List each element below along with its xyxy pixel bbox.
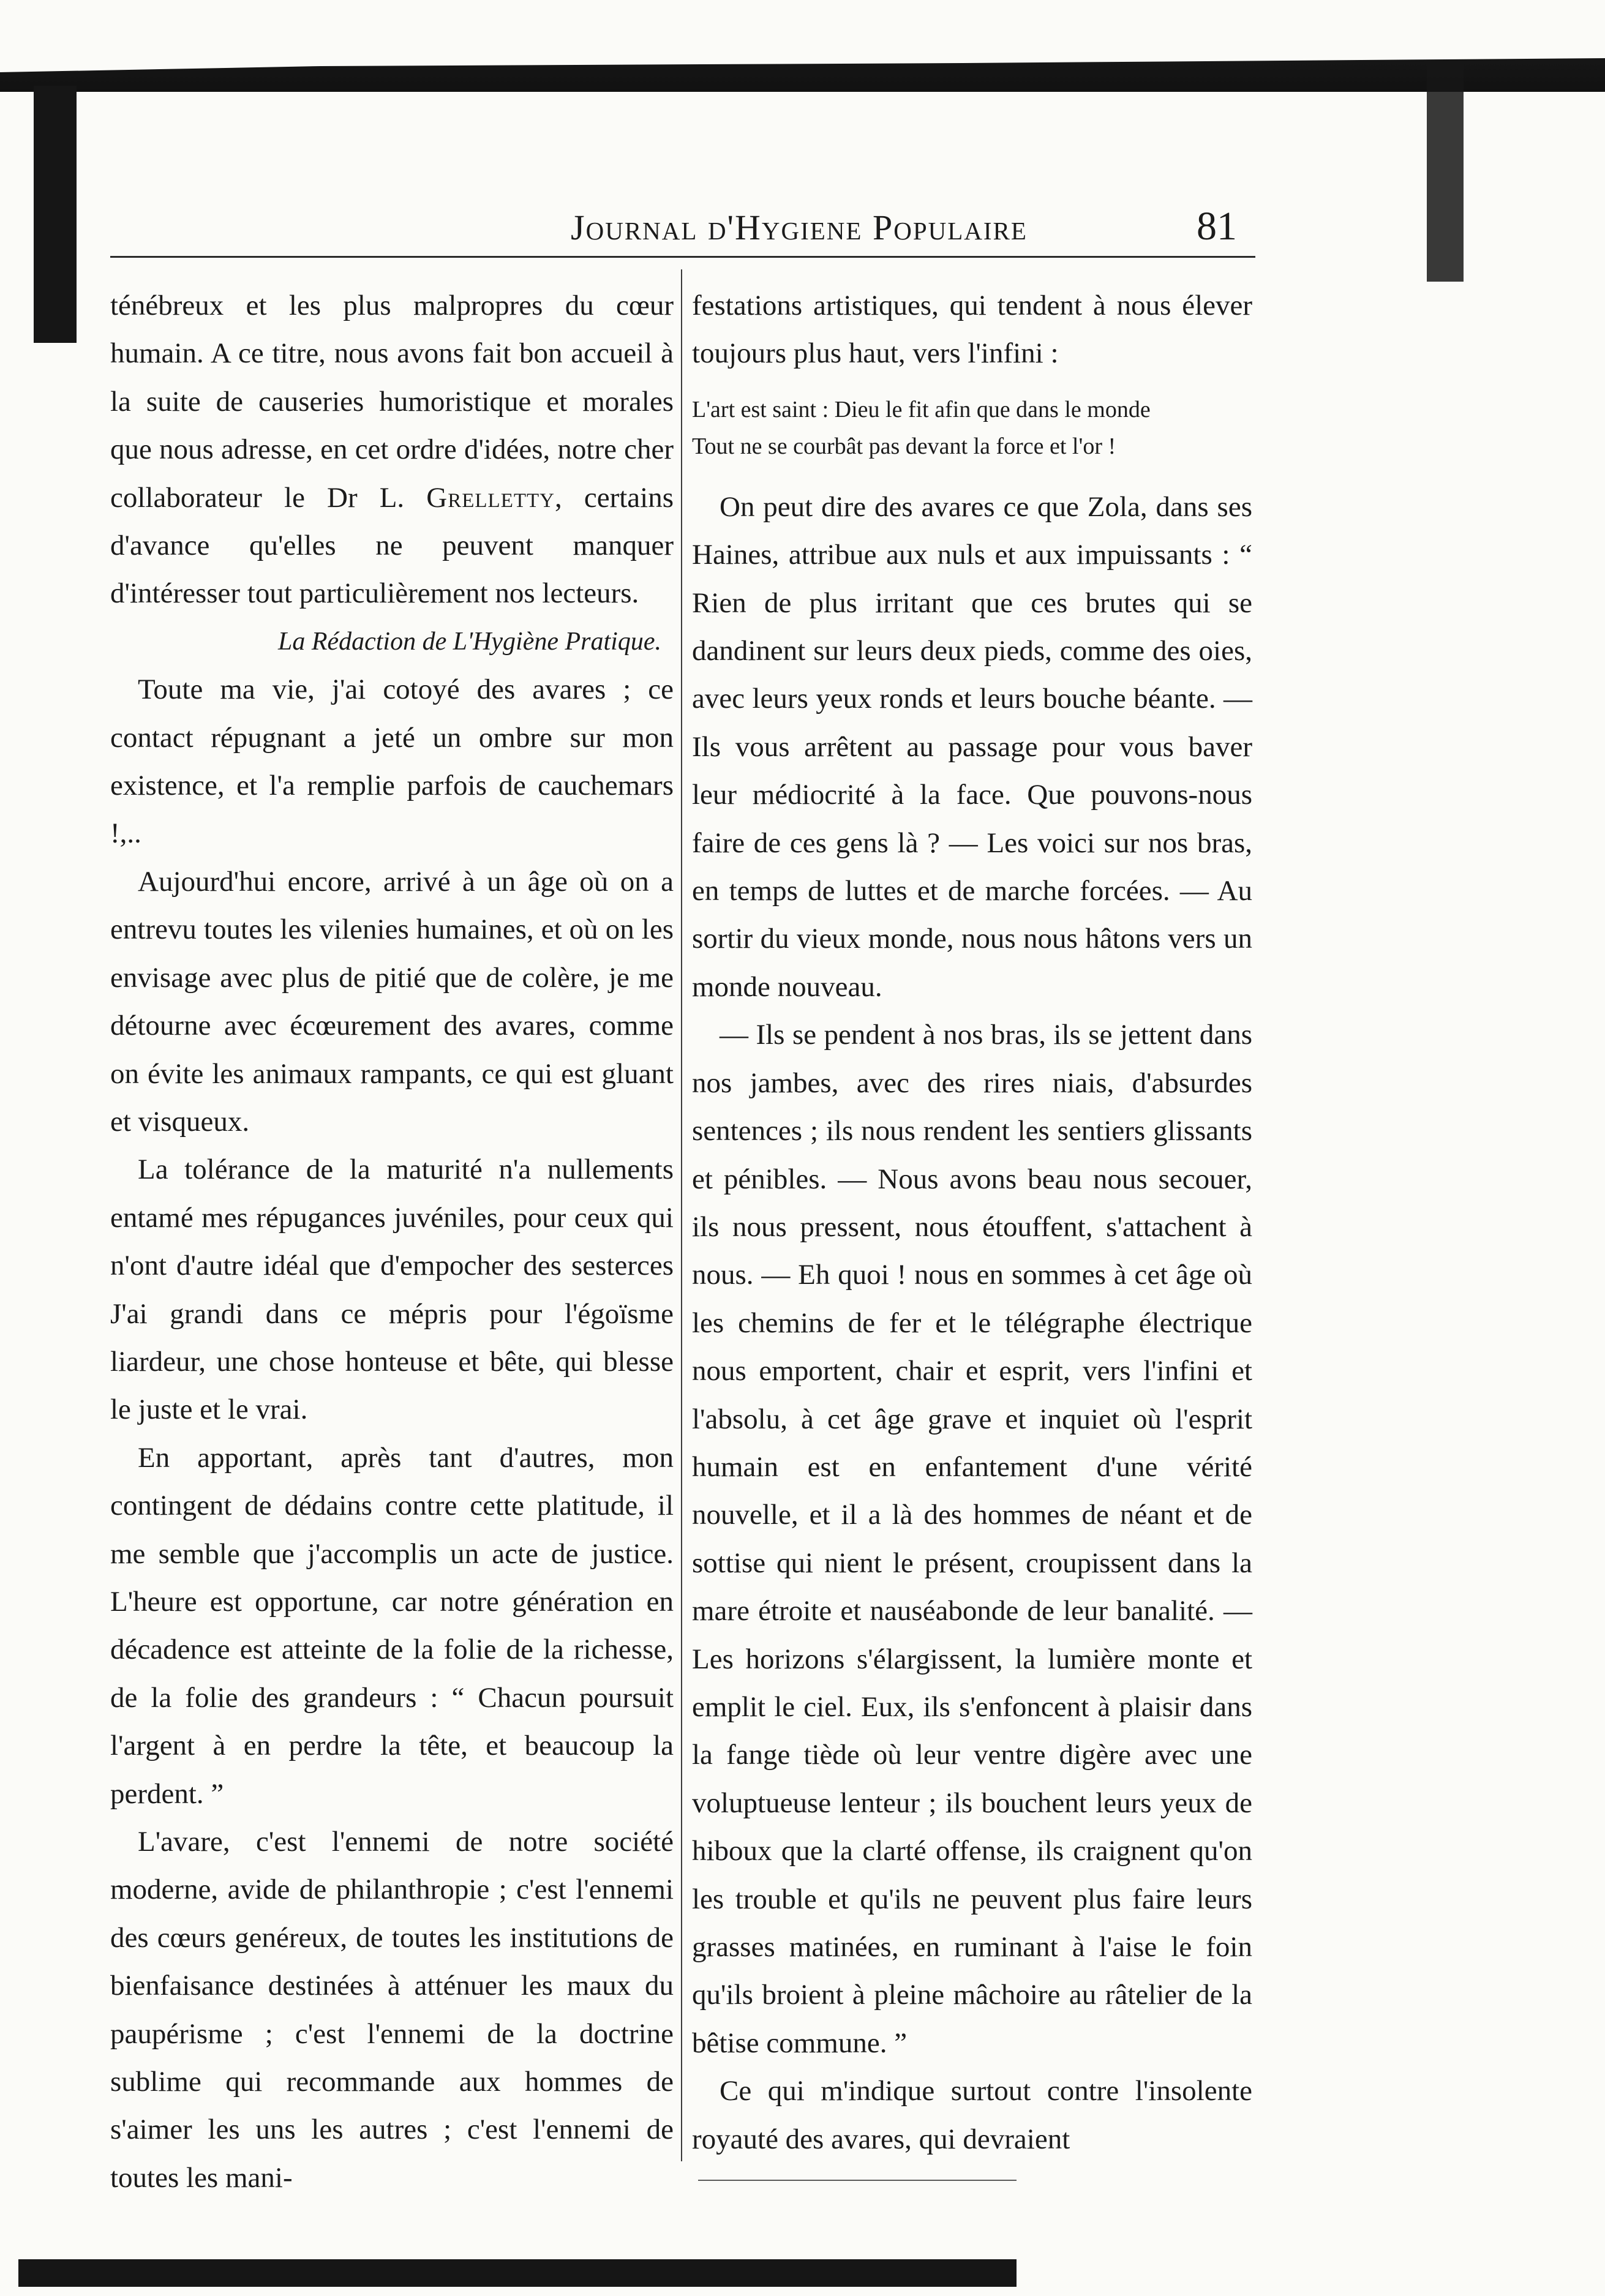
paragraph: La tolérance de la maturité n'a nullements entamé mes répugances juvéniles, pour ceux qui n'ont d'autre idéal que d'empocher des sesterces J'ai grandi dans ce mépris pour l'égoïsme liardeur, une chose honteuse et bête, qui blesse le juste et le vrai. [110, 1154, 674, 1426]
left-column [110, 282, 674, 2202]
editorial-signature: La Rédaction de L'Hygiène Pratique. [277, 627, 661, 656]
verse-line: Tout ne se courbât pas devant la force et l'or ! [692, 433, 1116, 459]
paragraph: En apportant, après tant d'autres, mon contingent de dédains contre cette platitude, il me semble que j'accomplis un acte de justice. L'heure est opportune, car notre génération en décadence est atteinte de la folie de la richesse, de la folie des grandeurs : “ Chacun poursuit l'argent à en perdre la tête, et beaucoup la perdent. ” [110, 1441, 674, 1810]
scan-edge-top [0, 0, 1605, 92]
scan-edge-left [34, 86, 77, 343]
paragraph: Toute ma vie, j'ai cotoyé des avares ; ce contact répugnant a jeté un ombre sur mon existence, et l'a remplie parfois de cauchemars !,.. [110, 673, 674, 850]
paragraph-text: , certains d'avance qu'elles ne peuvent manquer d'intéresser tout particulièrement nos lecteurs. [110, 481, 674, 610]
page-header [453, 196, 1249, 249]
column-divider [681, 269, 682, 2161]
page-number: 81 [1197, 204, 1237, 249]
right-column [692, 282, 1252, 2163]
paragraph [110, 282, 674, 618]
verse-line: L'art est saint : Dieu le fit afin que dans le monde [692, 396, 1151, 422]
paragraph-text: ténébreux et les plus malpropres du cœur humain. A ce titre, nous avons fait bon accueil à la suite de causeries humoristique et morales que nous adresse, en cet ordre d'idées, notre cher collaborateur le Dr L. [110, 290, 674, 514]
paragraph: L'avare, c'est l'ennemi de notre société moderne, avide de philanthropie ; c'est l'ennemi des cœurs genéreux, de toutes les institutions de bienfaisance destinées à atténuer les maux du paupérisme ; c'est l'ennemi de la doctrine sublime qui recommande aux hommes de s'aimer les uns les autres ; c'est l'ennemi de toutes les mani- [110, 1826, 674, 2194]
verse-quote [692, 391, 1252, 465]
paragraph: — Ils se pendent à nos bras, ils se jettent dans nos jambes, avec des rires niais, d'absurdes sentences ; ils nous rendent les sentiers glissants et pénibles. — Nous avons beau nous secouer, ils nous pressent, nous étouffent, s'attachent à nous. — Eh quoi ! nous en sommes à cet âge où les chemins de fer et le télégraphe électrique nous emportent, chair et esprit, vers l'infini et l'absolu, à cet âge grave et inquiet où l'esprit humain est en enfantement d'une vérité nouvelle, et il a là des hommes de néant et de sottise qui nient le présent, croupissent dans la mare étroite et nauséabonde de leur banalité. — Les horizons s'élargissent, la lumière monte et emplit le ciel. Eux, ils s'enfoncent à plaisir dans la fange tiède où leur ventre digère avec une voluptueuse lenteur ; ils bouchent leurs yeux de hiboux que la clarté offense, ils craignent qu'on les trouble et qu'ils ne peuvent plus faire leurs grasses matinées, en ruminant à l'aise le foin qu'ils broient à pleine mâchoire au râtelier de la bêtise commune. ” [692, 1019, 1252, 2059]
bottom-rule [698, 2180, 1017, 2181]
header-rule [110, 256, 1255, 258]
journal-title: Journal d'Hygiene Populaire [571, 208, 1028, 247]
author-name: Grelletty [426, 481, 555, 514]
paragraph: Aujourd'hui encore, arrivé à un âge où on a entrevu toutes les vilenies humaines, et où on les envisage avec plus de pitié que de colère, je me détourne avec écœurement des avares, comme on évite les animaux rampants, ce qui est gluant et visqueux. [110, 865, 674, 1138]
paragraph: festations artistiques, qui tendent à nous élever toujours plus haut, vers l'infini : [692, 290, 1252, 370]
paragraph: Ce qui m'indique surtout contre l'insolente royauté des avares, qui devraient [692, 2075, 1252, 2155]
scan-edge-right [1427, 61, 1464, 282]
paragraph: On peut dire des avares ce que Zola, dans ses Haines, attribue aux nuls et aux impuissants : “ Rien de plus irritant que ces brutes qui se dandinent sur leurs deux pieds, comme des oies, avec leurs yeux ronds et leurs bouche béante. — Ils vous arrêtent au passage pour vous baver leur médiocrité à la face. Que pouvons-nous faire de ces gens là ? — Les voici sur nos bras, en temps de luttes et de marche forcées. — Au sortir du vieux monde, nous nous hâtons vers un monde nouveau. [692, 490, 1252, 1003]
scan-edge-bottom [18, 2259, 1017, 2287]
